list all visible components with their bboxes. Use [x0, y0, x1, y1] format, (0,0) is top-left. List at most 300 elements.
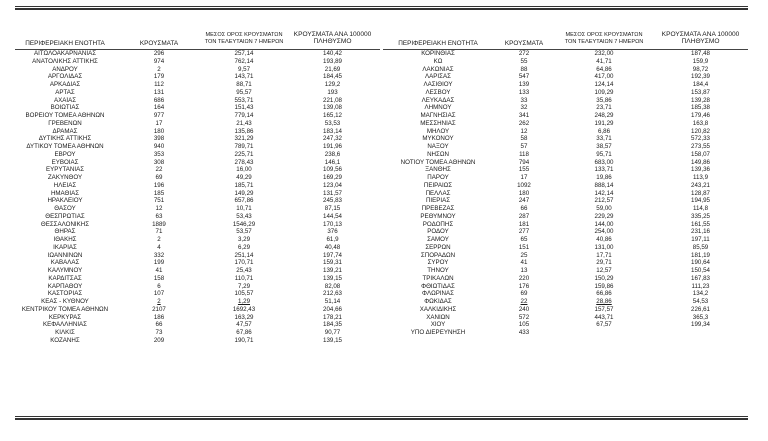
cases-cell: 272	[518, 50, 530, 57]
avg-cell: 151,43	[234, 104, 254, 112]
per100k-cell: 187,48	[691, 50, 710, 57]
cases-cell: 71	[155, 228, 163, 236]
avg-cell: 109,29	[594, 88, 614, 96]
cases-cell: 73	[155, 329, 163, 336]
right-header-avg	[555, 32, 653, 45]
per100k-cell: 197,11	[691, 236, 710, 243]
region-cell: ΛΑΡΙΣΑΣ	[425, 73, 451, 81]
region-cell: ΠΑΡΟΥ	[427, 174, 449, 181]
avg-cell: 278,43	[234, 158, 254, 166]
region-cell: ΧΙΟΥ	[430, 321, 446, 329]
table-row	[383, 120, 748, 128]
table-row	[383, 190, 748, 198]
cases-cell: 41	[155, 267, 163, 274]
region-cell: ΒΟΙΩΤΙΑΣ	[50, 104, 80, 112]
per100k-cell: 98,72	[692, 65, 709, 73]
avg-cell: 762,14	[234, 57, 254, 65]
avg-cell: 66,86	[596, 290, 612, 298]
cases-cell: 2107	[152, 305, 166, 313]
per100k-cell: 193,89	[323, 57, 342, 65]
region-cell: ΡΟΔΟΠΗΣ	[422, 220, 454, 228]
avg-cell: 553,71	[234, 96, 254, 104]
per100k-cell: 139,15	[323, 336, 342, 344]
region-cell: ΚΕΡΚΥΡΑΣ	[48, 313, 82, 321]
table-row	[15, 244, 380, 252]
per100k-cell: 179,46	[691, 112, 710, 119]
per100k-cell: 21,69	[324, 65, 341, 73]
per100k-cell: 184,35	[323, 321, 342, 329]
per100k-cell: 123,04	[323, 181, 342, 189]
region-cell: ΑΡΚΑΔΙΑΣ	[49, 81, 81, 88]
table-row	[15, 283, 380, 291]
region-cell: ΚΟΡΙΝΘΙΑΣ	[421, 50, 455, 57]
cases-cell: 199	[153, 259, 165, 267]
cases-cell: 974	[153, 57, 165, 65]
avg-cell: 248,29	[594, 112, 614, 119]
cases-cell: 277	[518, 228, 530, 236]
cases-cell: 63	[155, 212, 163, 220]
per100k-cell: 190,64	[691, 259, 710, 267]
per100k-cell: 144,54	[323, 212, 342, 220]
per100k-cell: 158,07	[691, 150, 710, 158]
avg-cell: 21,43	[236, 119, 252, 127]
avg-cell: 229,29	[594, 212, 614, 220]
table-row	[383, 66, 748, 74]
cases-cell: 186	[153, 313, 165, 321]
table-row	[15, 73, 380, 81]
region-cell: ΠΡΕΒΕΖΑΣ	[421, 205, 455, 212]
region-cell: ΠΙΕΡΙΑΣ	[425, 197, 451, 205]
cases-cell: 66	[155, 321, 163, 329]
right-header-avg-line1: ΜΕΣΟΣ ΟΡΟΣ ΚΡΟΥΣΜΑΤΩΝ	[565, 32, 643, 38]
avg-cell: 3,29	[237, 236, 251, 243]
cases-cell: 105	[518, 321, 530, 329]
region-cell: ΠΕΙΡΑΙΩΣ	[423, 181, 453, 189]
region-cell: ΜΕΣΣΗΝΙΑΣ	[420, 119, 456, 127]
region-cell: ΣΕΡΡΩΝ	[425, 243, 451, 251]
cases-cell: 547	[518, 73, 530, 81]
avg-cell: 1,29	[237, 298, 251, 305]
per100k-cell: 146,1	[324, 158, 341, 166]
avg-cell: 53,57	[236, 228, 252, 236]
table-row	[383, 81, 748, 89]
region-cell: ΝΟΤΙΟΥ ΤΟΜΕΑ ΑΘΗΝΩΝ	[400, 158, 476, 166]
table-row	[383, 112, 748, 120]
table-row	[383, 135, 748, 143]
avg-cell: 212,57	[594, 197, 614, 205]
cases-cell: 220	[518, 274, 530, 282]
table-row	[15, 58, 380, 66]
left-header-cases: ΚΡΟΥΣΜΑΤΑ	[139, 40, 179, 47]
table-row	[383, 283, 748, 291]
table-row	[15, 221, 380, 229]
region-cell: ΡΟΔΟΥ	[427, 228, 449, 236]
per100k-cell: 243,21	[691, 181, 710, 189]
cases-cell: 12	[155, 205, 163, 212]
per100k-cell: 134,2	[692, 290, 709, 298]
region-cell: ΘΗΡΑΣ	[54, 228, 76, 236]
left-header-per100k	[285, 31, 380, 45]
region-cell: ΠΕΛΛΑΣ	[425, 189, 451, 197]
region-cell: ΑΙΤΩΛΟΑΚΑΡΝΑΝΙΑΣ	[33, 50, 97, 57]
avg-cell	[555, 329, 653, 337]
table-row	[15, 112, 380, 120]
avg-cell: 190,71	[234, 336, 254, 344]
avg-cell: 225,71	[234, 150, 254, 158]
right-header-avg-line2: ΤΟΝ ΤΕΛΕΥΤΑΙΩΝ 7 ΗΜΕΡΩΝ	[564, 38, 644, 45]
table-row	[383, 50, 748, 58]
right-header-per100k-line2: ΠΛΗΘΥΣΜΟ	[681, 38, 720, 46]
per100k-cell: 193	[327, 88, 338, 96]
cases-cell: 118	[519, 150, 529, 158]
avg-cell: 251,14	[234, 251, 254, 259]
per100k-cell: 572,33	[691, 135, 710, 143]
region-cell: ΔΥΤΙΚΗΣ ΑΤΤΙΚΗΣ	[38, 135, 92, 143]
per100k-cell: 181,19	[691, 251, 710, 259]
avg-cell: 254,00	[594, 228, 614, 236]
bottom-rule-thick	[15, 418, 748, 420]
region-cell: ΕΥΒΟΙΑΣ	[51, 158, 79, 166]
table-row	[383, 213, 748, 221]
cases-cell: 66	[520, 205, 528, 212]
avg-cell: 321,29	[234, 135, 254, 143]
table-row	[383, 267, 748, 275]
per100k-cell: 82,08	[324, 282, 341, 290]
table-row	[383, 159, 748, 167]
table-row	[383, 244, 748, 252]
cases-cell: 308	[153, 158, 165, 166]
region-cell: ΞΑΝΘΗΣ	[425, 166, 451, 174]
cases-cell: 794	[518, 158, 530, 166]
cases-cell: 17	[155, 119, 163, 127]
per100k-cell: 184,4	[692, 81, 709, 88]
avg-cell: 35,86	[596, 96, 612, 104]
avg-cell: 67,57	[596, 321, 612, 329]
cases-cell: 88	[520, 65, 528, 73]
table-row	[383, 228, 748, 236]
avg-cell: 789,71	[234, 143, 254, 150]
avg-cell: 59,00	[596, 205, 612, 212]
region-cell: ΜΥΚΟΝΟΥ	[422, 135, 454, 143]
table-row	[15, 321, 380, 329]
per100k-cell: 159,31	[323, 259, 342, 267]
cases-cell: 240	[518, 305, 530, 313]
cases-cell: 176	[518, 282, 530, 290]
right-header-per100k-line1: ΚΡΟΥΣΜΑΤΑ ΑΝΑ 100000	[661, 31, 740, 38]
cases-cell: 6	[157, 282, 161, 290]
per100k-cell: 128,87	[691, 189, 710, 197]
cases-cell: 1092	[517, 181, 531, 189]
table-row	[15, 213, 380, 221]
region-cell: ΜΑΓΝΗΣΙΑΣ	[420, 112, 456, 119]
region-cell: ΝΑΞΟΥ	[427, 143, 449, 150]
per100k-cell: 129,2	[324, 81, 341, 88]
table-row	[15, 197, 380, 205]
left-header-per100k-line1: ΚΡΟΥΣΜΑΤΑ ΑΝΑ 100000	[293, 31, 372, 38]
avg-cell: 131,00	[594, 243, 614, 251]
region-cell: ΘΕΣΣΑΛΟΝΙΚΗΣ	[40, 220, 90, 228]
per100k-cell: 139,15	[323, 274, 342, 282]
table-row	[15, 128, 380, 136]
region-cell: ΚΑΣΤΟΡΙΑΣ	[47, 290, 83, 298]
per100k-cell: 167,83	[691, 274, 710, 282]
cases-cell: 69	[520, 290, 528, 298]
table-row	[15, 104, 380, 112]
region-cell: ΡΕΘΥΜΝΟΥ	[420, 212, 456, 220]
cases-cell: 353	[153, 150, 165, 158]
per100k-cell: 149,86	[691, 158, 710, 166]
per100k-cell: 170,13	[323, 220, 342, 228]
per100k-cell: 194,95	[691, 197, 710, 205]
per100k-cell: 51,14	[324, 298, 341, 305]
cases-cell: 686	[153, 96, 165, 104]
region-cell: ΓΡΕΒΕΝΩΝ	[48, 119, 82, 127]
region-cell: ΘΕΣΠΡΩΤΙΑΣ	[45, 212, 85, 220]
per100k-cell: 109,56	[323, 166, 342, 174]
table-row	[383, 298, 748, 306]
avg-cell: 95,57	[236, 88, 252, 96]
table-row	[15, 259, 380, 267]
avg-cell: 443,71	[594, 313, 614, 321]
per100k-cell: 178,21	[323, 313, 342, 321]
region-cell: ΗΡΑΚΛΕΙΟΥ	[47, 197, 83, 205]
per100k-cell: 365,3	[692, 313, 709, 321]
left-header-region: ΠΕΡΙΦΕΡΕΙΑΚΗ ΕΝΟΤΗΤΑ	[25, 40, 105, 47]
region-cell: ΘΑΣΟΥ	[54, 205, 76, 212]
cases-cell: 332	[153, 251, 165, 259]
table-row	[383, 205, 748, 213]
table-row	[15, 190, 380, 198]
per100k-cell: 140,42	[323, 50, 342, 57]
per100k-cell: 204,66	[323, 305, 342, 313]
per100k-cell: 185,38	[691, 104, 710, 112]
table-row	[15, 97, 380, 105]
avg-cell: 7,29	[237, 282, 251, 290]
per100k-cell: 183,14	[323, 127, 342, 135]
per100k-cell: 90,77	[324, 329, 341, 336]
cases-cell: 107	[153, 290, 165, 298]
region-cell: ΔΥΤΙΚΟΥ ΤΟΜΕΑ ΑΘΗΝΩΝ	[26, 143, 104, 150]
per100k-cell: 87,15	[324, 205, 341, 212]
cases-cell: 433	[518, 329, 530, 336]
per100k-cell: 139,28	[691, 96, 710, 104]
table-row	[383, 321, 748, 329]
cases-cell: 180	[518, 189, 530, 197]
cases-cell: 185	[153, 189, 165, 197]
per100k-cell: 54,53	[692, 298, 709, 305]
region-cell: ΙΚΑΡΙΑΣ	[53, 243, 77, 251]
cases-cell: 164	[153, 104, 165, 112]
table-row	[15, 275, 380, 283]
left-rows	[15, 50, 380, 345]
cases-cell: 155	[518, 166, 530, 174]
avg-cell: 17,71	[596, 251, 612, 259]
cases-cell: 296	[153, 50, 165, 57]
left-header-avg-line2: ΤΟΝ ΤΕΛΕΥΤΑΙΩΝ 7 ΗΜΕΡΩΝ	[204, 38, 284, 45]
cases-cell: 131	[153, 88, 165, 96]
avg-cell: 142,14	[594, 189, 614, 197]
table-row	[15, 120, 380, 128]
region-cell: ΛΑΣΙΘΙΟΥ	[423, 81, 453, 88]
avg-cell: 657,86	[234, 197, 254, 205]
avg-cell: 6,86	[597, 127, 611, 135]
table-row	[15, 182, 380, 190]
region-cell: ΔΡΑΜΑΣ	[52, 127, 78, 135]
cases-cell: 180	[153, 127, 165, 135]
cases-cell: 2	[157, 298, 161, 305]
region-cell: ΤΗΝΟΥ	[427, 267, 449, 274]
cases-cell: 341	[518, 112, 530, 119]
per100k-cell: 150,54	[691, 267, 710, 274]
region-cell: ΚΙΛΚΙΣ	[55, 329, 75, 336]
table-row	[15, 174, 380, 182]
region-cell: ΛΑΚΩΝΙΑΣ	[422, 65, 454, 73]
avg-cell: 417,00	[594, 73, 614, 81]
avg-cell: 67,86	[236, 329, 252, 336]
region-cell: ΚΩ	[433, 57, 443, 65]
cases-cell: 1889	[152, 220, 166, 228]
avg-cell: 170,71	[234, 259, 254, 267]
table-row	[15, 143, 380, 151]
cases-cell: 262	[518, 119, 530, 127]
table-row	[15, 306, 380, 314]
cases-cell: 181	[518, 220, 530, 228]
right-header-per100k	[653, 31, 748, 45]
per100k-cell: 153,87	[691, 88, 710, 96]
avg-cell: 49,29	[236, 174, 252, 181]
avg-cell: 191,29	[594, 119, 614, 127]
cases-cell: 196	[153, 181, 165, 189]
avg-cell: 12,57	[596, 267, 612, 274]
avg-cell: 9,57	[237, 65, 251, 73]
avg-cell: 105,57	[234, 290, 254, 298]
avg-cell: 133,71	[594, 166, 614, 174]
per100k-cell: 221,08	[323, 96, 342, 104]
region-cell: ΚΑΡΔΙΤΣΑΣ	[48, 274, 82, 282]
table-row	[15, 298, 380, 306]
avg-cell: 10,71	[236, 205, 252, 212]
table-row	[15, 290, 380, 298]
cases-cell: 209	[153, 336, 165, 344]
region-cell: ΕΒΡΟΥ	[54, 150, 76, 158]
cases-cell: 2	[157, 236, 161, 243]
avg-cell: 23,71	[596, 104, 612, 112]
avg-cell: 88,71	[236, 81, 252, 88]
avg-cell: 257,14	[234, 50, 254, 57]
region-cell: ΦΘΙΩΤΙΔΑΣ	[421, 282, 455, 290]
per100k-cell: 247,32	[323, 135, 342, 143]
cases-cell: 572	[518, 313, 530, 321]
table-row	[383, 306, 748, 314]
avg-cell: 135,86	[234, 127, 254, 135]
table-row	[383, 290, 748, 298]
per100k-cell: 191,96	[323, 143, 342, 150]
region-cell: ΝΗΣΩΝ	[427, 150, 449, 158]
region-cell: ΒΟΡΕΙΟΥ ΤΟΜΕΑ ΑΘΗΝΩΝ	[25, 112, 105, 119]
per100k-cell: 111,23	[691, 282, 710, 290]
per100k-cell: 161,55	[691, 220, 710, 228]
avg-cell: 6,29	[237, 243, 251, 251]
avg-cell: 16,00	[236, 166, 252, 174]
region-cell: ΤΡΙΚΑΛΩΝ	[422, 274, 454, 282]
cases-cell: 25	[520, 251, 528, 259]
cases-cell: 133	[518, 88, 530, 96]
avg-cell: 40,86	[596, 236, 612, 243]
cases-cell: 4	[157, 243, 161, 251]
avg-cell: 888,14	[594, 181, 614, 189]
table-row	[15, 252, 380, 260]
table-row	[15, 151, 380, 159]
cases-cell: 151	[518, 243, 530, 251]
bottom-rule	[15, 416, 748, 417]
region-cell: ΜΗΛΟΥ	[426, 127, 450, 135]
cases-cell: 940	[153, 143, 165, 150]
table-row	[15, 166, 380, 174]
cases-cell: 158	[153, 274, 165, 282]
avg-cell: 28,86	[596, 298, 612, 305]
avg-cell: 25,43	[236, 267, 252, 274]
region-cell: ΑΝΔΡΟΥ	[52, 65, 78, 73]
avg-cell: 185,71	[234, 181, 254, 189]
table-row	[383, 97, 748, 105]
region-cell: ΙΘΑΚΗΣ	[53, 236, 77, 243]
cases-cell: 69	[155, 174, 163, 181]
cases-cell: 65	[520, 236, 528, 243]
table-row	[383, 329, 748, 337]
table-row	[383, 166, 748, 174]
region-cell: ΧΑΝΙΩΝ	[426, 313, 450, 321]
table-row	[383, 197, 748, 205]
avg-cell: 232,00	[594, 50, 614, 57]
cases-cell: 22	[520, 298, 528, 305]
per100k-cell: 165,12	[323, 112, 342, 119]
table-row	[15, 228, 380, 236]
avg-cell: 149,29	[234, 189, 254, 197]
right-header-region: ΠΕΡΙΦΕΡΕΙΑΚΗ ΕΝΟΤΗΤΑ	[398, 40, 478, 47]
per100k-cell: 199,34	[691, 321, 710, 329]
region-cell: ΕΥΡΥΤΑΝΙΑΣ	[45, 166, 85, 174]
region-cell: ΛΕΣΒΟΥ	[425, 88, 451, 96]
region-cell: ΗΜΑΘΙΑΣ	[50, 189, 80, 197]
table-row	[383, 104, 748, 112]
per100k-cell: 120,82	[691, 127, 710, 135]
table-row	[15, 50, 380, 58]
avg-cell: 38,57	[596, 143, 612, 150]
per100k-cell	[653, 329, 748, 337]
avg-cell: 124,14	[594, 81, 614, 88]
table-row	[383, 128, 748, 136]
per100k-cell: 238,6	[324, 150, 341, 158]
table-row	[15, 135, 380, 143]
region-cell: ΚΑΡΠΑΘΟΥ	[47, 282, 83, 290]
avg-cell: 1546,29	[232, 220, 256, 228]
avg-cell: 29,71	[596, 259, 612, 267]
table-row	[383, 89, 748, 97]
cases-cell: 55	[520, 57, 528, 65]
region-cell: ΥΠΟ ΔΙΕΡΕΥΝΗΣΗ	[410, 329, 466, 336]
region-cell: ΦΛΩΡΙΝΑΣ	[422, 290, 454, 298]
cases-cell: 12	[520, 127, 528, 135]
left-header-avg-line1: ΜΕΣΟΣ ΟΡΟΣ ΚΡΟΥΣΜΑΤΩΝ	[205, 32, 283, 38]
avg-cell: 95,71	[596, 150, 612, 158]
avg-cell: 41,71	[596, 57, 612, 65]
cases-cell: 17	[520, 174, 528, 181]
right-rows	[383, 50, 748, 337]
per100k-cell: 245,83	[323, 197, 342, 205]
avg-cell: 150,29	[594, 274, 614, 282]
table-row	[383, 73, 748, 81]
region-cell: ΑΝΑΤΟΛΙΚΗΣ ΑΤΤΙΚΗΣ	[32, 57, 98, 65]
